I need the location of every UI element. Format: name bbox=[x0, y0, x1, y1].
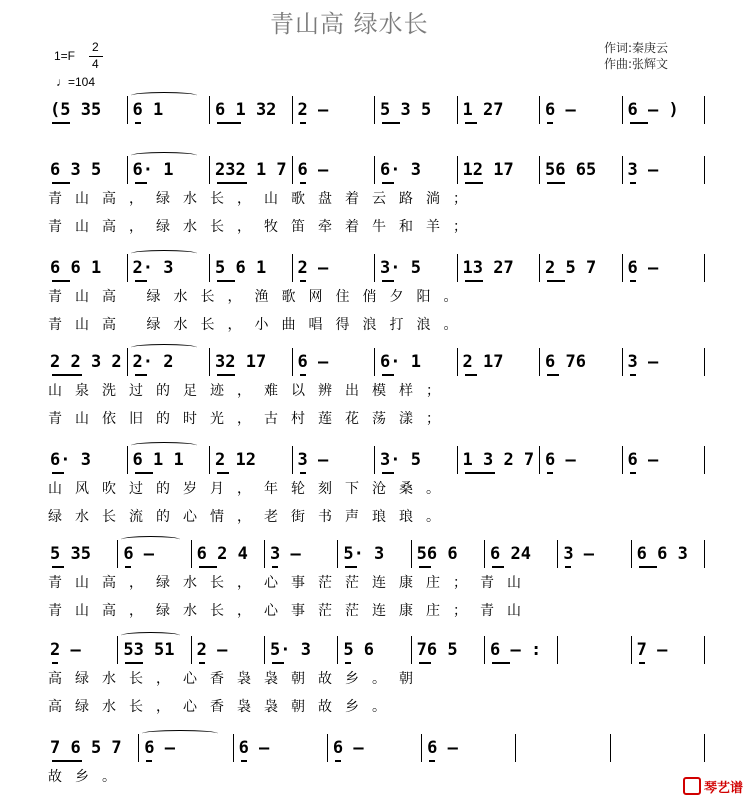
beam-line bbox=[630, 374, 636, 376]
slur bbox=[131, 92, 197, 99]
measure-notes: 6· 1 bbox=[380, 352, 421, 372]
measure-notes: 53 51 bbox=[123, 640, 175, 660]
bar-line bbox=[209, 446, 210, 474]
measure-notes: 32 17 bbox=[215, 352, 267, 372]
lyric-line bbox=[44, 600, 704, 624]
bar-line bbox=[264, 540, 265, 568]
bar-line bbox=[622, 348, 623, 376]
notation-line bbox=[44, 640, 704, 664]
measure-notes: 6 76 bbox=[545, 352, 586, 372]
measure-notes: 6 6 3 bbox=[636, 544, 688, 564]
bar-line bbox=[374, 254, 375, 282]
lyric-text: 青山高，绿水长，牧笛牵着牛和羊； bbox=[48, 219, 480, 235]
measure-notes: 6 – bbox=[545, 450, 576, 470]
bar-line bbox=[622, 96, 623, 124]
lyric-line bbox=[44, 572, 704, 596]
bar-line bbox=[704, 734, 705, 762]
slur bbox=[131, 250, 197, 257]
bar-line bbox=[292, 96, 293, 124]
slur bbox=[121, 536, 180, 543]
measure-notes: 232 1 7 bbox=[215, 160, 287, 180]
composer-credit: 作曲:张辉文 bbox=[604, 57, 669, 71]
beam-line bbox=[382, 374, 394, 376]
measure-notes: 3 – bbox=[563, 544, 595, 564]
beam-line bbox=[547, 182, 565, 184]
beam-line bbox=[135, 182, 147, 184]
beam-line bbox=[52, 182, 70, 184]
slur bbox=[131, 152, 197, 159]
measure-notes: 56 65 bbox=[545, 160, 597, 180]
measure-notes: 1 27 bbox=[462, 100, 504, 120]
slur bbox=[121, 632, 180, 639]
measure-notes: 3· 5 bbox=[380, 450, 421, 470]
measure-notes: 12 17 bbox=[462, 160, 514, 180]
beam-line bbox=[639, 662, 645, 664]
beam-line bbox=[52, 280, 70, 282]
beam-line bbox=[52, 374, 82, 376]
beam-line bbox=[382, 182, 394, 184]
measure-notes: 1 3 2 7 bbox=[462, 450, 535, 470]
time-signature-bottom: 4 bbox=[92, 57, 99, 71]
lyric-text: 青山高 绿水长，小曲唱得浪打浪。 bbox=[48, 317, 471, 333]
measure-notes: 56 6 bbox=[416, 544, 458, 564]
bar-line bbox=[374, 156, 375, 184]
measure-notes: 5 3 5 bbox=[380, 100, 432, 120]
measure-notes: 6 6 1 bbox=[50, 258, 102, 278]
bar-line bbox=[327, 734, 328, 762]
measure-notes: 6 – bbox=[144, 738, 175, 758]
measure-notes: 2 – bbox=[196, 640, 228, 660]
bar-line bbox=[127, 254, 128, 282]
bar-line bbox=[127, 348, 128, 376]
beam-line bbox=[217, 374, 235, 376]
bar-line bbox=[457, 254, 458, 282]
logo-text: 琴艺谱 bbox=[703, 780, 743, 795]
beam-line bbox=[465, 472, 495, 474]
bar-line bbox=[411, 540, 412, 568]
beam-line bbox=[639, 566, 657, 568]
beam-line bbox=[135, 374, 147, 376]
measure-notes: 6 – bbox=[297, 160, 329, 180]
measure-notes: 6 3 5 bbox=[50, 160, 102, 180]
lyric-text: 青山高，绿水长，山歌盘着云路淌； bbox=[48, 191, 480, 207]
beam-line bbox=[547, 374, 559, 376]
bar-line bbox=[292, 446, 293, 474]
bar-line bbox=[117, 540, 118, 568]
beam-line bbox=[241, 760, 247, 762]
slur bbox=[131, 442, 197, 449]
beam-line bbox=[217, 182, 247, 184]
measure-notes: 6· 1 bbox=[132, 160, 174, 180]
bar-line bbox=[610, 734, 611, 762]
bar-line bbox=[515, 734, 516, 762]
slur bbox=[142, 730, 217, 737]
measure-notes: 6 – bbox=[427, 738, 458, 758]
lyric-text: 青山依旧的时光，古村莲花荡漾； bbox=[48, 411, 453, 427]
bar-line bbox=[704, 96, 705, 124]
bar-line bbox=[209, 156, 210, 184]
measure-notes: (5 35 bbox=[50, 100, 102, 120]
bar-line bbox=[233, 734, 234, 762]
bar-line bbox=[631, 636, 632, 664]
bar-line bbox=[622, 156, 623, 184]
measure-notes: 6 – bbox=[238, 738, 270, 758]
measure-notes: 2 12 bbox=[215, 450, 256, 470]
beam-line bbox=[547, 280, 565, 282]
lyric-line bbox=[44, 380, 704, 404]
bar-line bbox=[127, 446, 128, 474]
beam-line bbox=[300, 122, 306, 124]
notation-line bbox=[44, 738, 704, 762]
beam-line bbox=[300, 280, 306, 282]
lyric-line bbox=[44, 188, 704, 212]
beam-line bbox=[217, 280, 235, 282]
beam-line bbox=[419, 662, 431, 664]
beam-line bbox=[382, 122, 400, 124]
measure-notes: 2 – bbox=[297, 258, 329, 278]
measure-notes: 76 5 bbox=[416, 640, 458, 660]
beam-line bbox=[547, 472, 553, 474]
measure-notes: 6 – : bbox=[490, 640, 542, 660]
measure-notes: 5 6 1 bbox=[215, 258, 267, 278]
measure-notes: 5 6 bbox=[343, 640, 375, 660]
measure-notes: 6 – bbox=[332, 738, 364, 758]
beam-line bbox=[272, 566, 278, 568]
measure-notes: 6 – bbox=[123, 544, 155, 564]
lyric-line bbox=[44, 478, 704, 502]
bar-line bbox=[539, 254, 540, 282]
bar-line bbox=[127, 156, 128, 184]
bar-line bbox=[457, 446, 458, 474]
beam-line bbox=[272, 662, 284, 664]
beam-line bbox=[630, 472, 636, 474]
measure-notes: 7 6 5 7 bbox=[50, 738, 122, 758]
bar-line bbox=[704, 348, 705, 376]
lyric-line bbox=[44, 408, 704, 432]
bar-line bbox=[127, 96, 128, 124]
beam-line bbox=[630, 182, 636, 184]
bar-line bbox=[209, 254, 210, 282]
bar-line bbox=[264, 636, 265, 664]
beam-line bbox=[465, 280, 483, 282]
bar-line bbox=[622, 254, 623, 282]
bar-line bbox=[209, 348, 210, 376]
bar-line bbox=[539, 156, 540, 184]
bar-line bbox=[292, 156, 293, 184]
beam-line bbox=[382, 280, 394, 282]
measure-notes: 6 – bbox=[297, 352, 329, 372]
measure-notes: 3· 5 bbox=[380, 258, 421, 278]
bar-line bbox=[117, 636, 118, 664]
lyric-line bbox=[44, 286, 704, 310]
bar-line bbox=[704, 636, 705, 664]
bar-line bbox=[337, 540, 338, 568]
beam-line bbox=[217, 472, 229, 474]
measure-notes: 6 1 32 bbox=[215, 100, 277, 120]
bar-line bbox=[138, 734, 139, 762]
beam-line bbox=[217, 122, 241, 124]
bar-line bbox=[457, 96, 458, 124]
lyricist-credit: 作词:秦庚云 bbox=[604, 41, 669, 55]
measure-notes: 6 1 bbox=[132, 100, 164, 120]
beam-line bbox=[52, 662, 58, 664]
beam-line bbox=[492, 662, 510, 664]
beam-line bbox=[52, 566, 64, 568]
lyric-text: 青山高，绿水长，心事茫茫连康庄；青山 bbox=[48, 603, 534, 619]
lyric-text: 故乡。 bbox=[48, 769, 129, 785]
bar-line bbox=[631, 540, 632, 568]
notation-line bbox=[44, 100, 704, 124]
lyric-text: 山风吹过的岁月，年轮刻下沧桑。 bbox=[48, 481, 453, 497]
bar-line bbox=[292, 348, 293, 376]
bar-line bbox=[374, 348, 375, 376]
notation-line bbox=[44, 160, 704, 184]
bar-line bbox=[421, 734, 422, 762]
bar-line bbox=[539, 348, 540, 376]
lyric-text: 高绿水长，心香袅袅朝故乡。朝 bbox=[48, 671, 426, 687]
bar-line bbox=[191, 636, 192, 664]
site-logo bbox=[683, 777, 743, 796]
lyric-text: 青山高，绿水长，心事茫茫连康庄；青山 bbox=[48, 575, 534, 591]
beam-line bbox=[465, 122, 477, 124]
beam-line bbox=[465, 182, 483, 184]
beam-line bbox=[335, 760, 341, 762]
lyric-text: 山泉洗过的足迹，难以辨出模样； bbox=[48, 383, 453, 399]
measure-notes: 6 – bbox=[545, 100, 576, 120]
beam-line bbox=[52, 472, 64, 474]
lyric-text: 绿水长流的心情，老街书声琅琅。 bbox=[48, 509, 453, 525]
measure-notes: 6· 3 bbox=[50, 450, 91, 470]
beam-line bbox=[565, 566, 571, 568]
beam-line bbox=[52, 760, 82, 762]
lyric-line bbox=[44, 506, 704, 530]
beam-line bbox=[146, 760, 152, 762]
measure-notes: 6 – bbox=[627, 258, 659, 278]
beam-line bbox=[345, 662, 351, 664]
lyric-line bbox=[44, 668, 704, 692]
measure-notes: 6 – ) bbox=[627, 100, 679, 120]
beam-line bbox=[630, 280, 636, 282]
measure-notes: 3 – bbox=[297, 450, 329, 470]
measure-notes: 6· 3 bbox=[380, 160, 421, 180]
bar-line bbox=[704, 540, 705, 568]
beam-line bbox=[300, 182, 306, 184]
bar-line bbox=[457, 156, 458, 184]
bar-line bbox=[209, 96, 210, 124]
beam-line bbox=[465, 374, 477, 376]
beam-line bbox=[630, 122, 648, 124]
beam-line bbox=[199, 566, 217, 568]
bar-line bbox=[484, 540, 485, 568]
bar-line bbox=[539, 96, 540, 124]
lyric-line bbox=[44, 696, 704, 720]
bar-line bbox=[622, 446, 623, 474]
measure-notes: 6 2 4 bbox=[196, 544, 248, 564]
lyric-text: 青山高 绿水长，渔歌网住俏夕阳。 bbox=[48, 289, 471, 305]
key-signature: 1=F bbox=[54, 49, 76, 63]
time-signature-top: 2 bbox=[92, 40, 99, 54]
bar-line bbox=[337, 636, 338, 664]
slur bbox=[131, 344, 197, 351]
beam-line bbox=[547, 122, 553, 124]
measure-notes: 2 – bbox=[50, 640, 81, 660]
lyric-line bbox=[44, 766, 704, 790]
beam-line bbox=[135, 122, 141, 124]
beam-line bbox=[345, 566, 357, 568]
lyric-line bbox=[44, 314, 704, 338]
measure-notes: 2 5 7 bbox=[545, 258, 597, 278]
song-title: 青山高 绿水长 bbox=[270, 10, 429, 38]
bar-line bbox=[191, 540, 192, 568]
measure-notes: 2 17 bbox=[462, 352, 504, 372]
measure-notes: 2 2 3 2 bbox=[50, 352, 122, 372]
measure-notes: 6 1 1 bbox=[132, 450, 184, 470]
lyric-text: 高绿水长，心香袅袅朝故乡。 bbox=[48, 699, 399, 715]
beam-line bbox=[125, 662, 143, 664]
measure-notes: 3 – bbox=[270, 544, 301, 564]
bar-line bbox=[292, 254, 293, 282]
beam-line bbox=[492, 566, 504, 568]
bar-line bbox=[704, 446, 705, 474]
measure-notes: 2· 2 bbox=[132, 352, 174, 372]
beam-line bbox=[300, 472, 306, 474]
beam-line bbox=[300, 374, 306, 376]
beam-line bbox=[429, 760, 435, 762]
beam-line bbox=[382, 472, 394, 474]
bar-line bbox=[704, 254, 705, 282]
notation-line bbox=[44, 258, 704, 282]
measure-notes: 3 – bbox=[627, 352, 659, 372]
measure-notes: 3 – bbox=[627, 160, 659, 180]
measure-notes: 2 – bbox=[297, 100, 329, 120]
measure-notes: 2· 3 bbox=[132, 258, 174, 278]
bar-line bbox=[704, 156, 705, 184]
beam-line bbox=[125, 566, 131, 568]
beam-line bbox=[419, 566, 431, 568]
bar-line bbox=[411, 636, 412, 664]
measure-notes: 7 – bbox=[636, 640, 668, 660]
lyric-line bbox=[44, 216, 704, 240]
beam-line bbox=[52, 122, 70, 124]
measure-notes: 6 – bbox=[627, 450, 659, 470]
measure-notes: 6 24 bbox=[490, 544, 531, 564]
beam-line bbox=[135, 472, 153, 474]
notation-line bbox=[44, 352, 704, 376]
bar-line bbox=[484, 636, 485, 664]
bar-line bbox=[374, 446, 375, 474]
logo-mark-icon bbox=[683, 777, 701, 795]
bar-line bbox=[457, 348, 458, 376]
bar-line bbox=[374, 96, 375, 124]
measure-notes: 5· 3 bbox=[343, 544, 385, 564]
notation-line bbox=[44, 450, 704, 474]
notation-line bbox=[44, 544, 704, 568]
beam-line bbox=[199, 662, 205, 664]
bar-line bbox=[557, 636, 558, 664]
measure-notes: 13 27 bbox=[462, 258, 514, 278]
tempo-marking: ♩=104 bbox=[56, 75, 96, 89]
beam-line bbox=[135, 280, 147, 282]
bar-line bbox=[539, 446, 540, 474]
measure-notes: 5 35 bbox=[50, 544, 91, 564]
bar-line bbox=[557, 540, 558, 568]
measure-notes: 5· 3 bbox=[270, 640, 311, 660]
